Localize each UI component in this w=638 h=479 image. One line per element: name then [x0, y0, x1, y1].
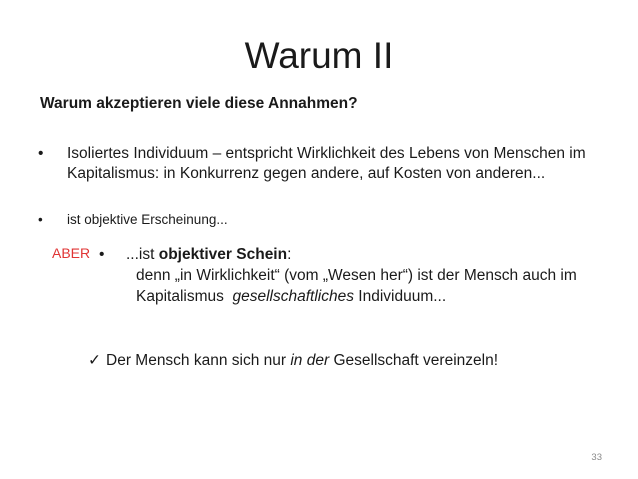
schein-prefix: ...ist: [126, 246, 159, 263]
schein-bold: objektiver Schein: [158, 246, 288, 263]
schein-line-1: [126, 244, 291, 265]
bullet-text: Isoliertes Individuum – entspricht Wirklichkeit des Lebens von Menschen im Kapitalismus: in Konkurrenz gegen andere, auf Kosten von anderen...: [67, 145, 586, 182]
schein-line-3: [136, 286, 446, 307]
bullet-dot: •: [99, 246, 105, 263]
bullet-text: ist objektive Erscheinung...: [67, 212, 228, 227]
aber-label: ABER: [52, 245, 91, 261]
slide-title: Warum II: [244, 35, 394, 76]
schein-suffix: :: [287, 246, 292, 263]
conclusion-post: Gesellschaft vereinzeln!: [329, 352, 498, 369]
conclusion-pre: Der Mensch kann sich nur: [106, 352, 291, 369]
bullet-dot: •: [38, 145, 44, 162]
checkmark-icon: ✓: [88, 352, 101, 369]
page-number: 33: [591, 452, 602, 463]
schein-line3-italic: gesellschaftliches: [232, 288, 354, 305]
schein-line3-pre: Kapitalismus: [136, 288, 233, 305]
conclusion-italic: in der: [290, 352, 330, 369]
conclusion-checkpoint: [88, 351, 498, 370]
question-heading: Warum akzeptieren viele diese Annahmen?: [40, 95, 358, 112]
bullet-dot: •: [38, 212, 43, 227]
schein-line3-post: Individuum...: [353, 288, 447, 305]
schein-line-2: denn „in Wirklichkeit“ (vom „Wesen her“) ist der Mensch auch im: [136, 267, 577, 284]
